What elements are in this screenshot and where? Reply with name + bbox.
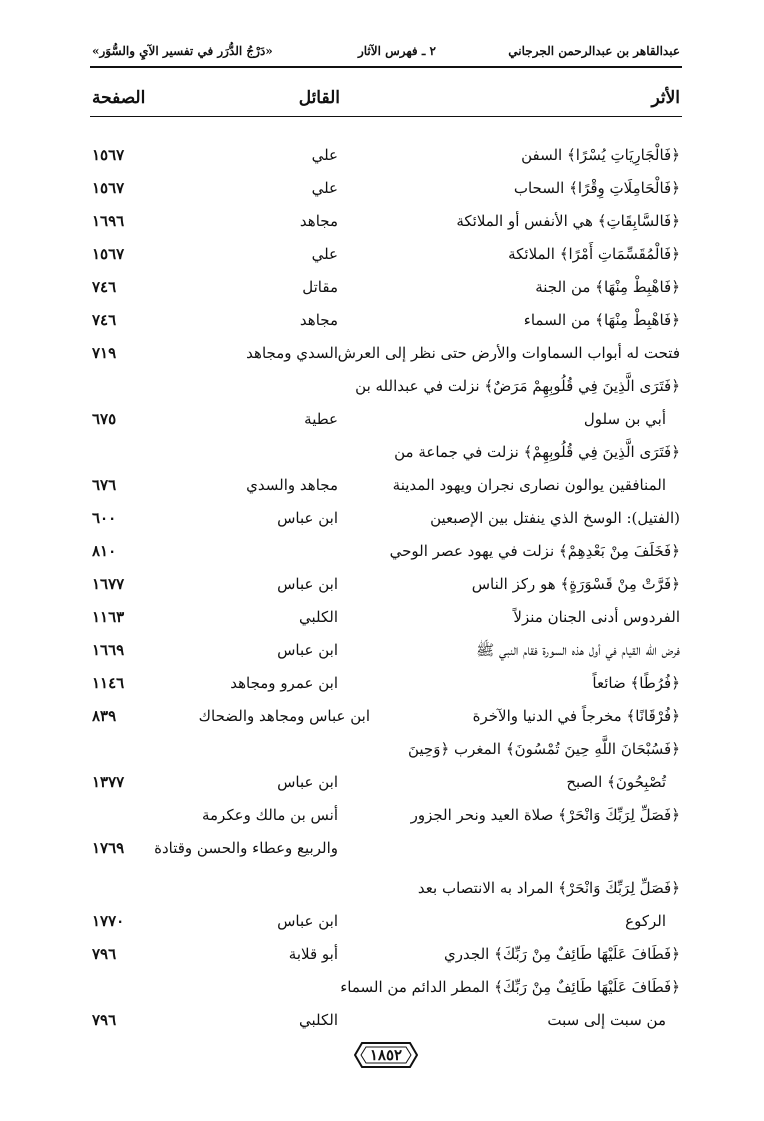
qail-text: ابن عمرو ومجاهد — [230, 674, 338, 692]
table-row — [92, 799, 680, 831]
table-row — [92, 766, 680, 798]
table-row — [92, 172, 680, 204]
qail-text: السدي ومجاهد — [246, 344, 338, 362]
athar-text: ﴿فَتَرَى الَّذِينَ فِي قُلُوبِهِمْ مَرَضٌ﴾ نزلت في عبدالله بن — [355, 377, 680, 395]
page-ref: ٧٩٦ — [92, 945, 117, 963]
page-ref: ١٥٦٧ — [92, 146, 125, 164]
table-row — [92, 971, 680, 1003]
qail-text: ابن عباس — [277, 575, 338, 593]
page-ref: ١٦٩٦ — [92, 212, 125, 230]
qail-text: مقاتل — [302, 278, 338, 296]
table-row — [92, 733, 680, 765]
athar-text: ﴿فَطَافَ عَلَيْهَا طَائِفٌ مِنْ رَبِّكَ﴾ المطر الدائم من السماء — [340, 978, 680, 996]
table-row — [92, 370, 680, 402]
athar-text: ﴿فَالْحَامِلَاتِ وِقْرًا﴾ السحاب — [513, 179, 680, 197]
table-row — [92, 436, 680, 468]
page-ref: ٧٤٦ — [92, 278, 117, 296]
header-book-title: «دَرْجُ الدُّرَر في تفسير الآيِ والسُّوَر» — [92, 44, 273, 58]
page-ref: ١٦٦٩ — [92, 641, 125, 659]
table-row — [92, 938, 680, 970]
table-row — [92, 905, 680, 937]
running-header — [92, 44, 680, 66]
column-header-rule — [90, 116, 682, 117]
page-ref: ٨٣٩ — [92, 707, 117, 725]
table-row — [92, 205, 680, 237]
athar-text: ﴿فَرَّتْ مِنْ قَسْوَرَةٍ﴾ هو ركز الناس — [471, 575, 680, 593]
table-row — [92, 1004, 680, 1036]
table-row — [92, 667, 680, 699]
qail-text: علي — [311, 146, 338, 164]
athar-text: من سبت إلى سبت — [547, 1011, 666, 1029]
qail-text: الكلبي — [298, 608, 338, 626]
table-row — [92, 238, 680, 270]
athar-text: ﴿فُرُطًا﴾ ضائعاً — [592, 674, 680, 692]
qail-text: مجاهد — [299, 212, 338, 230]
athar-text: ﴿فَالْجَارِيَاتِ يُسْرًا﴾ السفن — [521, 146, 680, 164]
page-ref: ١٧٧٠ — [92, 912, 125, 930]
athar-text: الركوع — [625, 912, 666, 930]
column-header-athar: الأثر — [651, 88, 680, 108]
table-row — [92, 469, 680, 501]
table-row — [92, 601, 680, 633]
page-ref: ١٦٧٧ — [92, 575, 125, 593]
page-ref: ٦٧٥ — [92, 410, 117, 428]
page-number: ١٨٥٢ — [369, 1046, 403, 1064]
page-ref: ١١٦٣ — [92, 608, 125, 626]
table-row — [92, 634, 680, 666]
athar-text: ﴿فَخَلَفَ مِنْ بَعْدِهِمْ﴾ نزلت في يهود عصر الوحي — [389, 542, 680, 560]
qail-text: عطية — [304, 410, 338, 428]
page-ref: ١٧٦٩ — [92, 839, 125, 857]
qail-text: ابن عباس — [277, 912, 338, 930]
table-row — [92, 502, 680, 534]
table-row — [92, 700, 680, 732]
page-ref: ٦٧٦ — [92, 476, 117, 494]
qail-text: أبو قلابة — [288, 945, 338, 963]
table-row — [92, 139, 680, 171]
qail-text: الكلبي — [298, 1011, 338, 1029]
table-row — [92, 872, 680, 904]
table-row — [92, 568, 680, 600]
table-row — [92, 337, 680, 369]
athar-text: ﴿فَتَرَى الَّذِينَ فِي قُلُوبِهِمْ﴾ نزلت في جماعة من — [394, 443, 680, 461]
page-ref: ٧٤٦ — [92, 311, 117, 329]
athar-text: ﴿فَالْمُقَسِّمَاتِ أَمْرًا﴾ الملائكة — [508, 245, 680, 263]
page-ref: ١٣٧٧ — [92, 773, 125, 791]
qail-text: ابن عباس — [277, 641, 338, 659]
qail-text: ابن عباس — [277, 773, 338, 791]
athar-text: ﴿فَاهْبِطْ مِنْهَا﴾ من الجنة — [535, 278, 680, 296]
page-ref: ٦٠٠ — [92, 509, 117, 527]
athar-text: تُصْبِحُونَ﴾ الصبح — [566, 773, 666, 791]
athar-text: فرض الله القيام في أول هذه السورة فقام النبي ﷺ — [476, 641, 680, 659]
table-row — [92, 304, 680, 336]
header-author: عبدالقاهر بن عبدالرحمن الجرجاني — [508, 44, 680, 58]
page-ref: ٧١٩ — [92, 344, 117, 362]
athar-text: (الفتيل): الوسخ الذي ينفتل بين الإصبعين — [430, 509, 680, 527]
page-ref: ٧٩٦ — [92, 1011, 117, 1029]
header-section: ٢ ـ فهرس الآثار — [357, 44, 436, 58]
athar-text: ﴿فَاهْبِطْ مِنْهَا﴾ من السماء — [523, 311, 680, 329]
column-header-page: الصفحة — [92, 88, 146, 108]
table-column-headers — [92, 88, 680, 114]
athar-text: المنافقين يوالون نصارى نجران ويهود المدينة — [392, 476, 666, 494]
qail-text: ابن عباس ومجاهد والضحاك — [198, 707, 370, 725]
qail-text: مجاهد والسدي — [246, 476, 338, 494]
qail-text: أنس بن مالك وعكرمة — [201, 806, 338, 824]
table-row — [92, 271, 680, 303]
athar-text: ﴿فَالسَّابِقَاتِ﴾ هي الأنفس أو الملائكة — [456, 212, 680, 230]
qail-text: والربيع وعطاء والحسن وقتادة — [154, 839, 338, 857]
table-row — [92, 832, 680, 864]
athar-text: أبي بن سلول — [583, 410, 666, 428]
page-ref: ١٥٦٧ — [92, 179, 125, 197]
page-ref: ١٥٦٧ — [92, 245, 125, 263]
athar-text: ﴿فَصَلِّ لِرَبِّكَ وَانْحَرْ﴾ المراد به الانتصاب بعد — [417, 879, 680, 897]
table-row — [92, 535, 680, 567]
qail-text: علي — [311, 179, 338, 197]
athar-text: ﴿فَصَلِّ لِرَبِّكَ وَانْحَرْ﴾ صلاة العيد ونحر الجزور — [410, 806, 680, 824]
column-header-qail: القائل — [298, 88, 340, 108]
page-ref: ١١٤٦ — [92, 674, 125, 692]
qail-text: علي — [311, 245, 338, 263]
header-rule — [90, 66, 682, 68]
athar-text: ﴿فُرْقَانًا﴾ مخرجاً في الدنيا والآخرة — [472, 707, 680, 725]
qail-text: مجاهد — [299, 311, 338, 329]
athar-text: فتحت له أبواب السماوات والأرض حتى نظر إلى العرش — [337, 344, 680, 362]
athar-text: ﴿فَسُبْحَانَ اللَّهِ حِينَ تُمْسُونَ﴾ المغرب ﴿وَحِينَ — [407, 740, 680, 758]
page-ref: ٨١٠ — [92, 542, 117, 560]
table-row — [92, 403, 680, 435]
qail-text: ابن عباس — [277, 509, 338, 527]
page-number-ornament — [354, 1040, 418, 1070]
athar-text: ﴿فَطَافَ عَلَيْهَا طَائِفٌ مِنْ رَبِّكَ﴾ الجدري — [444, 945, 680, 963]
athar-text: الفردوس أدنى الجنان منزلاً — [513, 608, 680, 626]
